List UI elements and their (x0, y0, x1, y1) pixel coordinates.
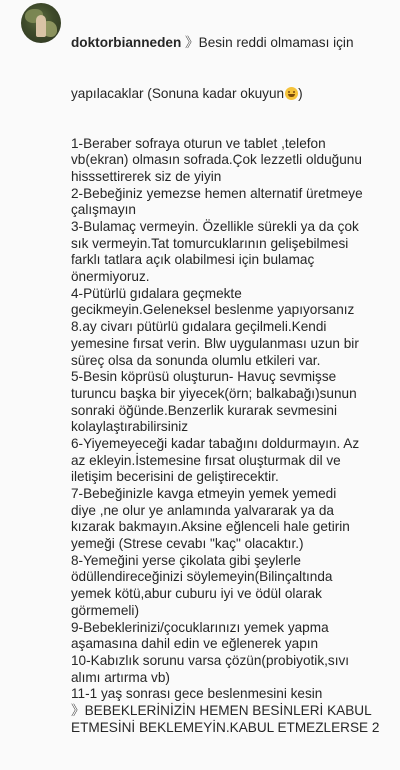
grinning-sweat-emoji-icon (285, 87, 298, 100)
avatar[interactable] (21, 3, 61, 43)
caption-line: 1-Beraber sofraya oturun ve tablet ,telefon (71, 135, 326, 151)
caption-line: görmemeli) (71, 602, 139, 618)
caption-line: diye ,ne olur ye anlamında yalvararak ya da (71, 502, 334, 518)
caption-line: kolaylaştırabilirsiniz (71, 419, 189, 435)
caption-line (71, 35, 396, 52)
caption-line: kızarak bakmayın.Aksine eğlenceli hale getirin (71, 519, 350, 535)
caption-line: sık vermeyin.Tat tomurcuklarının gelişebilmesi (71, 235, 349, 251)
caption-line: sonraki öğünde.Benzerlik kurarak sevmesini (71, 402, 337, 418)
caption-line: yemesine fırsat verin. Blw uygulanması uzun bir (71, 335, 359, 351)
caption-line: ETMESİNİ BEKLEMEYİN.KABUL ETMEZLERSE 2 (71, 719, 380, 735)
caption-line: önermiyoruz. (71, 269, 150, 285)
caption-line: gecikmeyin.Geleneksel beslenme yapıyorsanız (71, 302, 355, 318)
caption-line: aşamasına dahil edin ve eğlenerek yapın (71, 636, 319, 652)
caption-line: az ekleyin.İstemesine fırsat oluşturmak dil ve (71, 452, 341, 468)
caption-line: hisssettirerek siz de yiyin (71, 168, 222, 184)
caption-line: 3-Bulamaç vermeyin. Özellikle sürekli ya da çok (71, 219, 359, 235)
caption-line: çalışmayın (71, 202, 136, 218)
caption-line: 11-1 yaş sonrası gece beslenmesini kesin (71, 686, 323, 702)
caption-line: vb(ekran) olmasın sofrada.Çok lezzetli olduğunu (71, 152, 362, 168)
caption-first-line-text: 》Besin reddi olmaması için (181, 35, 354, 51)
caption-line: 9-Bebeklerinizi/çocuklarınızı yemek yapma (71, 619, 329, 635)
caption-line: farklı tatlara açık olabilmesi için bulamaç (71, 252, 315, 268)
username-link[interactable]: doktorbianneden (71, 35, 182, 51)
caption-line: 2-Bebeğiniz yemezse hemen alternatif üretmeye (71, 185, 363, 201)
caption-line: 7-Bebeğinizle kavga etmeyin yemek yemedi (71, 486, 337, 502)
caption-line (71, 86, 396, 103)
caption-line: 10-Kabızlık sorunu varsa çözün(probiyotik,sıvı (71, 652, 350, 668)
avatar-figure-shape (36, 15, 46, 37)
caption-line: 》BEBEKLERİNİZİN HEMEN BESİNLERİ KABUL (71, 702, 372, 718)
caption-line: yemek kötü,abur cuburu iyi ve ödül olarak (71, 586, 322, 602)
caption-line: yemeği (Strese cevabı "kaç" olacaktır.) (71, 536, 304, 552)
caption-line: 6-Yiyemeyeceği kadar tabağını doldurmayın. Az (71, 435, 360, 451)
caption-line: 8-Yemeğini yerse çikolata gibi şeylerle (71, 552, 301, 568)
caption-line: turuncu başka bir yiyecek(örn; balkabağı)sunun (71, 385, 357, 401)
caption-line: 5-Besin köprüsü oluşturun- Havuç sevmişse (71, 369, 337, 385)
caption-line: süreç olsa da sonunda olumlu etkileri var. (71, 352, 321, 368)
caption-second-line-text: yapılacaklar (Sonuna kadar okuyun (71, 85, 285, 101)
caption-line: 4-Pütürlü gıdalara geçmekte (71, 285, 242, 301)
caption-text (71, 2, 396, 770)
caption-line: iletişim becerisini de geliştirecektir. (71, 469, 279, 485)
caption-close-paren: ) (298, 85, 303, 101)
caption-body (71, 136, 396, 737)
caption-line: alımı artırma vb) (71, 669, 170, 685)
caption-line: 8.ay civarı pütürlü gıdalara geçilmeli.Kendi (71, 319, 327, 335)
caption-line: ödüllendireceğinizi söylemeyin(Bilinçaltında (71, 569, 333, 585)
